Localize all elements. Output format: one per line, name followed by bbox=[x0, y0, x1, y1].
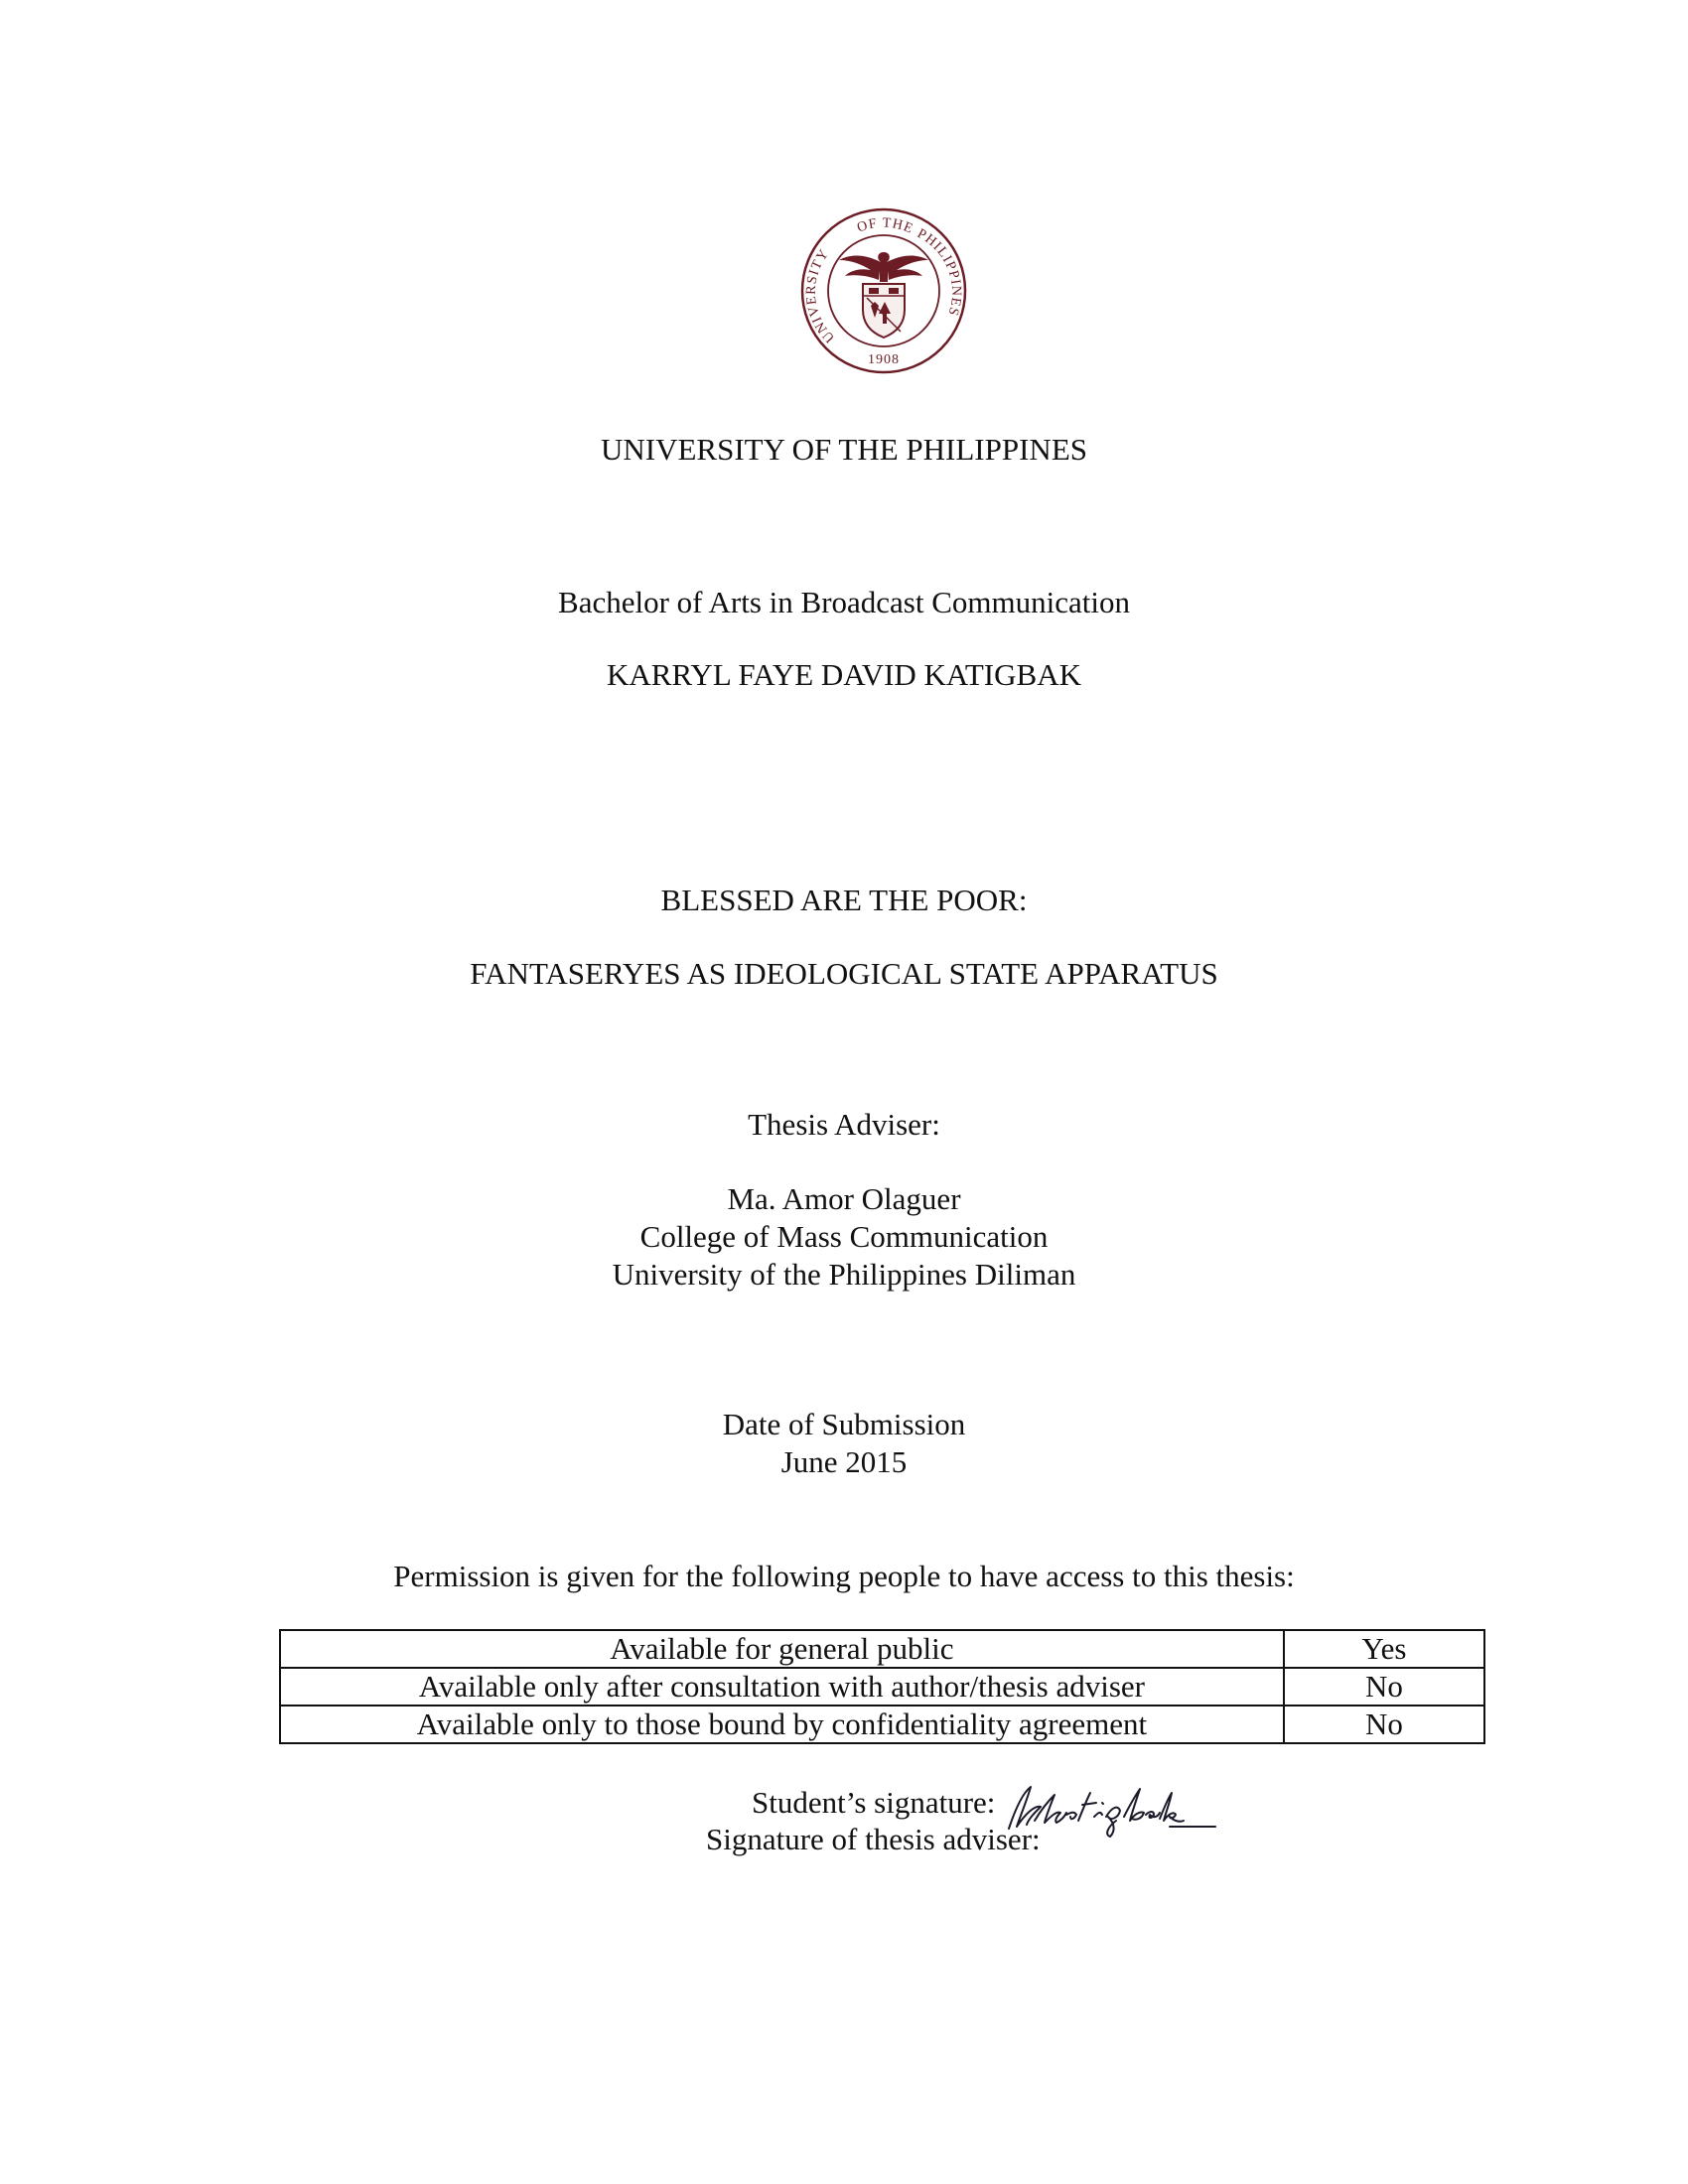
table-row bbox=[280, 1630, 1484, 1668]
thesis-title-line-2: FANTASERYES AS IDEOLOGICAL STATE APPARATUS bbox=[470, 956, 1218, 991]
university-name: UNIVERSITY OF THE PHILIPPINES bbox=[601, 432, 1087, 467]
thesis-title-line-1: BLESSED ARE THE POOR: bbox=[660, 883, 1028, 917]
seal-top-text: OF THE bbox=[855, 215, 916, 237]
adviser-signature-label: Signature of thesis adviser: bbox=[706, 1822, 1041, 1856]
submission-heading: Date of Submission bbox=[722, 1407, 966, 1441]
table-row bbox=[280, 1668, 1484, 1706]
adviser-name: Ma. Amor Olaguer bbox=[727, 1181, 961, 1216]
submission-date: June 2015 bbox=[780, 1444, 908, 1479]
access-value: Yes bbox=[1284, 1630, 1484, 1668]
author-name: KARRYL FAYE DAVID KATIGBAK bbox=[607, 657, 1081, 692]
degree-program: Bachelor of Arts in Broadcast Communication bbox=[558, 585, 1130, 619]
access-option: Available only after consultation with author/thesis adviser bbox=[280, 1668, 1284, 1706]
adviser-university: University of the Philippines Diliman bbox=[612, 1257, 1076, 1292]
access-option: Available only to those bound by confidentiality agreement bbox=[280, 1706, 1284, 1743]
seal-right-text: PHILIPPINES bbox=[914, 226, 964, 319]
seal-year: 1908 bbox=[868, 352, 900, 367]
access-value: No bbox=[1284, 1706, 1484, 1743]
university-seal-logo bbox=[799, 206, 968, 375]
adviser-college: College of Mass Communication bbox=[639, 1219, 1049, 1254]
seal-left-text: UNIVERSITY bbox=[803, 246, 838, 345]
eagle-icon bbox=[839, 252, 928, 282]
permission-statement: Permission is given for the following people to have access to this thesis: bbox=[393, 1559, 1295, 1593]
access-permission-table bbox=[279, 1629, 1485, 1744]
student-signature-label: Student’s signature: bbox=[752, 1785, 996, 1820]
access-value: No bbox=[1284, 1668, 1484, 1706]
table-row bbox=[280, 1706, 1484, 1743]
access-option: Available for general public bbox=[280, 1630, 1284, 1668]
adviser-heading: Thesis Adviser: bbox=[748, 1107, 940, 1142]
shield-icon bbox=[863, 284, 905, 338]
